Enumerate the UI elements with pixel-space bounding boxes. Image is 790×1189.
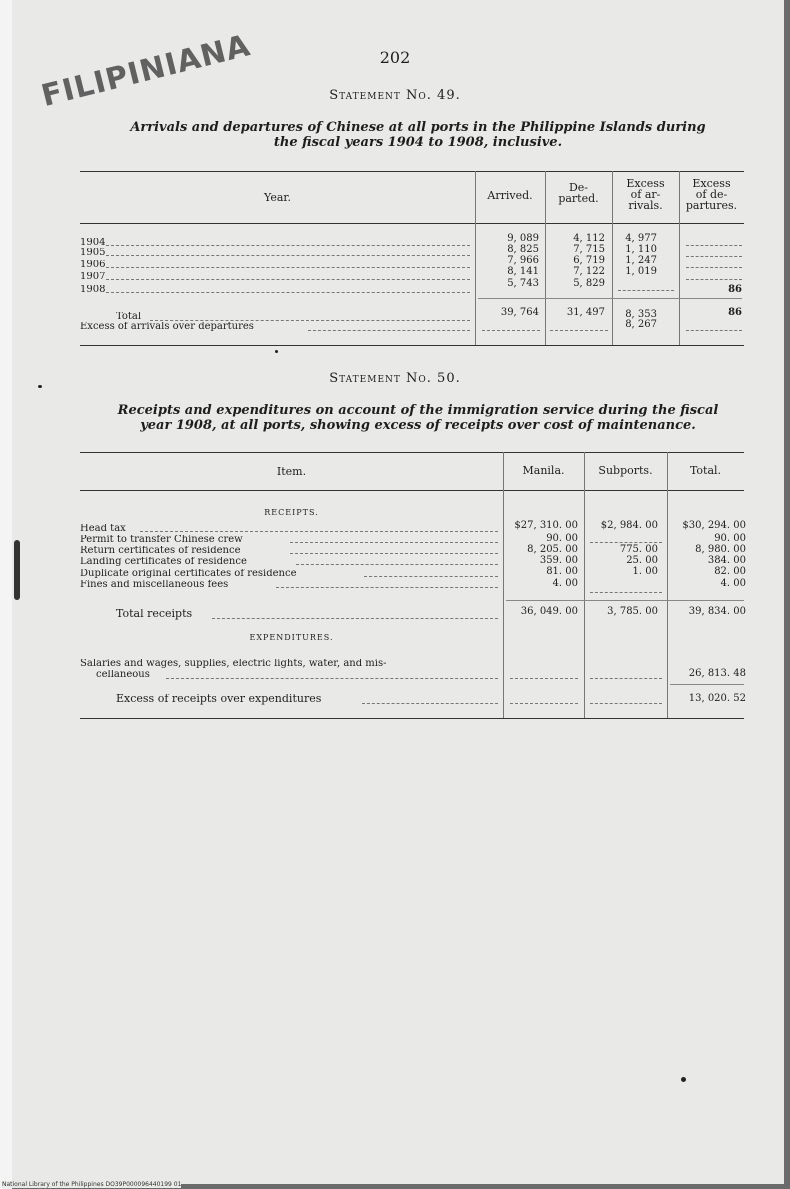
row-item: Fines and miscellaneous fees [80,580,229,590]
sum-rule [478,298,742,299]
cell-total: 82. 00 [714,566,746,577]
row-year: 1908 [80,285,106,295]
leader-dots [106,292,470,293]
cell-departed: 4, 112 [573,233,605,244]
cell-total: $30, 294. 00 [682,520,746,531]
cell-departed: 7, 715 [573,244,605,255]
cell-departed: 5, 829 [573,278,605,289]
expenditure-label-line2: cellaneous [96,670,150,680]
total-arrived: 39, 764 [500,307,539,318]
receipts-heading: RECEIPTS. [264,508,319,517]
expenditure-total: 26, 813. 48 [688,668,746,679]
row-year: 1907 [80,272,106,282]
page-number: 202 [379,48,411,67]
empty-cell-dots [510,703,578,704]
table-bottom-rule [80,718,744,719]
statement-49-title: Statement No. 49. [329,88,461,103]
cell-subports: 25. 00 [626,555,658,566]
leader-dots [106,255,470,256]
row-item: Permit to transfer Chinese crew [80,535,243,545]
cell-departed: 7, 122 [573,266,605,277]
leader-dots [296,564,498,565]
header-arrived: Arrived. [487,189,533,202]
column-divider [584,452,585,718]
sum-rule [506,600,744,601]
cell-manila: 359. 00 [539,555,578,566]
expenditure-label-line1: Salaries and wages, supplies, electric lights, water, and mis- [80,659,387,669]
cell-excess-arrivals: 1, 019 [625,266,657,277]
scan-shadow [14,540,20,600]
empty-cell-dots [618,290,674,291]
empty-cell-dots [590,592,662,593]
cell-arrived: 8, 141 [507,266,539,277]
leader-dots [364,576,498,577]
leader-dots [290,542,498,543]
excess-total: 13, 020. 52 [688,693,746,704]
cell-excess-arrivals: 1, 247 [625,255,657,266]
cell-total: 8, 980. 00 [695,544,746,555]
cell-subports: 775. 00 [619,544,658,555]
row-item: Duplicate original certificates of residence [80,569,297,579]
statement-49-caption-line2: the fiscal years 1904 to 1908, inclusive. [273,135,563,150]
total-subports: 3, 785. 00 [607,606,658,617]
header-year: Year. [264,191,291,204]
table-header-rule [80,490,744,491]
statement-50-title: Statement No. 50. [329,371,461,386]
row-year: 1904 [80,238,106,248]
scan-speck [38,385,42,388]
header-departed: De- parted. [558,181,599,205]
cell-subports: 1. 00 [632,566,658,577]
empty-cell-dots [686,267,742,268]
cell-manila: 90. 00 [546,533,578,544]
row-year: 1906 [80,260,106,270]
total-total: 39, 834. 00 [688,606,746,617]
cell-arrived: 8, 825 [507,244,539,255]
empty-cell-dots [686,245,742,246]
empty-cell-dots [482,330,540,331]
leader-dots [276,587,498,588]
cell-total: 384. 00 [707,555,746,566]
expenditures-heading: EXPENDITURES. [249,633,334,642]
statement-49-caption-line1: Arrivals and departures of Chinese at all ports in the Philippine Islands during [130,120,706,135]
row-item: Landing certificates of residence [80,557,247,567]
cell-excess-arrivals: 4, 977 [625,233,657,244]
leader-dots [290,553,498,554]
scan-speck [275,350,278,353]
scan-speck [681,1077,686,1082]
empty-cell-dots [510,678,578,679]
total-receipts-label: Total receipts [116,609,193,620]
table-header-rule [80,223,744,224]
excess-label: Excess of receipts over expenditures [116,694,322,705]
leader-dots [166,678,498,679]
statement-50-caption-line2: year 1908, at all ports, showing excess of receipts over cost of maintenance. [140,418,696,433]
cell-arrived: 7, 966 [507,255,539,266]
leader-dots [140,531,498,532]
leader-dots [362,703,498,704]
page-edge [0,0,12,1189]
cell-total: 4. 00 [720,578,746,589]
library-stamp: FILIPINIANA [38,28,255,114]
cell-total: 90. 00 [714,533,746,544]
header-subports: Subports. [598,464,653,477]
excess-label: Excess of arrivals over departures [80,322,254,332]
table-top-rule [80,452,744,453]
leader-dots [212,618,498,619]
empty-cell-dots [686,256,742,257]
sum-rule [670,684,744,685]
row-year: 1905 [80,248,106,258]
header-item: Item. [276,465,307,478]
leader-dots [106,267,470,268]
empty-cell-dots [550,330,608,331]
cell-manila: 81. 00 [546,566,578,577]
header-total: Total. [689,464,722,477]
library-footer: National Library of the Philippines DO39P000096440199 01 [2,1181,182,1188]
leader-dots [106,245,470,246]
statement-50-caption-line1: Receipts and expenditures on account of the immigration service during the fiscal [117,403,719,418]
row-item: Return certificates of residence [80,546,241,556]
leader-dots [150,320,470,321]
cell-arrived: 5, 743 [507,278,539,289]
total-departed: 31, 497 [566,307,605,318]
cell-arrived: 9, 089 [507,233,539,244]
table-top-rule [80,171,744,172]
header-excess-arrivals: Excess of ar- rivals. [626,177,665,212]
cell-manila: 8, 205. 00 [527,544,578,555]
cell-manila: 4. 00 [552,578,578,589]
total-label: Total [116,312,142,322]
cell-excess-arrivals: 1, 110 [625,244,657,255]
total-manila: 36, 049. 00 [520,606,578,617]
cell-subports: $2, 984. 00 [600,520,658,531]
empty-cell-dots [590,542,662,543]
empty-cell-dots [686,279,742,280]
row-item: Head tax [80,524,126,534]
empty-cell-dots [590,678,662,679]
leader-dots [308,330,470,331]
empty-cell-dots [590,703,662,704]
excess-value: 8, 267 [625,319,657,330]
cell-excess-departures: 86 [728,284,742,295]
total-excess-departures: 86 [728,307,742,318]
table-bottom-rule [80,345,744,346]
empty-cell-dots [686,330,742,331]
total-excess-arrivals: 8, 353 [625,309,657,320]
leader-dots [106,279,470,280]
header-excess-departures: Excess of de- partures. [685,177,738,212]
header-manila: Manila. [522,464,565,477]
cell-manila: $27, 310. 00 [514,520,578,531]
cell-departed: 6, 719 [573,255,605,266]
